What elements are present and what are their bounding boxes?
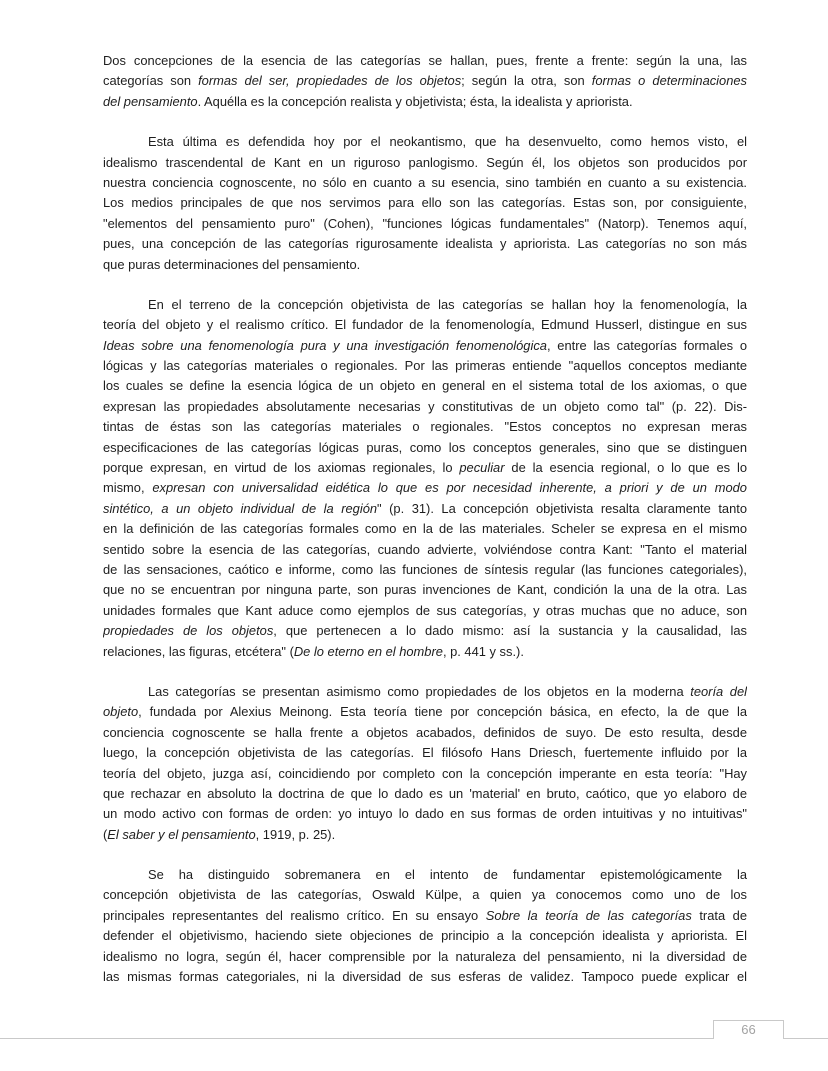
italic-text-segment: formas o determinaciones — [591, 73, 747, 89]
text-line — [103, 478, 747, 498]
text-line — [103, 743, 747, 763]
paragraph — [103, 682, 747, 845]
italic-text-segment: expresan con universalidad eidética lo que es por necesidad inherente, a priori y de un modo — [152, 480, 747, 496]
italic-text-segment: Sobre la teoría de las categorías — [485, 907, 692, 923]
text-segment: idealismo trascendental de Kant en un riguroso panlogismo. Según él, los objetos son producidos por — [103, 154, 747, 170]
text-segment: categorías son — [103, 73, 199, 89]
text-line — [103, 804, 747, 824]
text-segment: expresan las propiedades absolutamente necesarias y constitutivas de un objeto como tal" (p. 22). Dis- — [103, 398, 747, 414]
text-segment: , p. 441 y ss.). — [442, 643, 524, 659]
text-line — [103, 193, 747, 213]
footer-divider — [0, 1038, 828, 1039]
text-line — [103, 642, 747, 662]
text-segment: , entre las categorías formales o — [546, 337, 747, 353]
text-segment: lógicas y las categorías materiales o regionales. Por las primeras entiende "aquellos conceptos mediante — [103, 358, 747, 374]
text-segment: sentido sobre la esencia de las categorías, cuando advierte, volviéndose contra Kant: "Tanto el material — [103, 541, 747, 557]
text-segment: los cuales se define la esencia lógica de un objeto en general en el sistema total de los axiomas, o que — [103, 378, 747, 394]
text-line — [103, 458, 747, 478]
text-line — [103, 376, 747, 396]
text-segment: luego, la concepción objetivista de las categorías. El filósofo Hans Driesch, fuertemente influido por la — [103, 745, 747, 761]
text-segment: pues, una concepción de las categorías rigurosamente idealista y apriorista. Las categorías no son más — [103, 236, 747, 252]
text-line — [103, 356, 747, 376]
text-segment: , 1919, p. 25). — [255, 826, 336, 842]
text-line — [103, 315, 747, 335]
italic-text-segment: Ideas sobre una fenomenología pura y una investigación fenomenológica — [103, 337, 547, 353]
text-line — [103, 173, 747, 193]
text-line — [103, 621, 747, 641]
text-segment: unidades formales que Kant aduce como ejemplos de sus categorías, y otras muchas que no aduce, son — [103, 602, 747, 618]
text-segment: trata de — [691, 907, 747, 923]
text-line — [103, 926, 747, 946]
text-segment: "elementos del pensamiento puro" (Cohen), "funciones lógicas fundamentales" (Natorp). Tenemos aquí, — [103, 215, 747, 231]
italic-text-segment: peculiar — [459, 460, 505, 476]
text-line — [103, 234, 747, 254]
text-segment: Se ha distinguido sobremanera en el intento de fundamentar epistemológicamente la — [148, 867, 747, 883]
text-line — [103, 397, 747, 417]
text-segment: teoría del objeto, juzga así, coincidiendo por completo con la concepción imperante en esta teoría: "Hay — [103, 765, 747, 781]
text-line — [103, 540, 747, 560]
paragraph — [103, 132, 747, 275]
text-line — [103, 947, 747, 967]
italic-text-segment: teoría del — [690, 683, 747, 699]
text-segment: especificaciones de las categorías lógicas puras, como los conceptos generales, sino que se distinguen — [103, 439, 747, 455]
italic-text-segment: del pensamiento — [103, 93, 198, 109]
text-segment: que no se encuentran por ninguna parte, son puras invenciones de Kant, condición la una de la otra. Las — [103, 582, 747, 598]
text-line — [103, 499, 747, 519]
text-segment: ( — [103, 826, 108, 842]
text-segment: que puras determinaciones del pensamiento. — [103, 256, 361, 272]
italic-text-segment: formas del ser, propiedades de los objetos — [198, 73, 462, 89]
text-line — [103, 825, 747, 845]
italic-text-segment: sintético, a un objeto individual de la región — [103, 500, 378, 516]
text-segment: tintas de éstas son las categorías materiales o regionales. "Estos conceptos no expresan meras — [103, 419, 747, 435]
text-line — [103, 519, 747, 539]
italic-text-segment: De lo eterno en el hombre — [293, 643, 443, 659]
page-number: 66 — [741, 1022, 756, 1037]
text-segment: . Aquélla es la concepción realista y objetivista; ésta, la idealista y apriorista. — [197, 93, 633, 109]
text-segment: de las sensaciones, caótico e informe, como las funciones de síntesis regular (las funciones categoriales), — [103, 561, 747, 577]
text-segment: de la esencia regional, o lo que es lo — [504, 460, 747, 476]
text-segment: nuestra conciencia cognoscente, no sólo en cuanto a su esencia, sino también en cuanto a su existencia. — [103, 174, 747, 190]
text-line — [103, 560, 747, 580]
text-line — [103, 92, 747, 112]
text-line — [103, 71, 747, 91]
text-line — [103, 417, 747, 437]
paragraph — [103, 51, 747, 112]
italic-text-segment: propiedades de los objetos — [103, 623, 274, 639]
text-line — [103, 438, 747, 458]
text-segment: relaciones, las figuras, etcétera" ( — [103, 643, 294, 659]
text-segment: Los medios principales de que nos servimos para ello son las categorías. Estas son, por consiguiente, — [103, 195, 747, 211]
text-segment: ; según la otra, son — [461, 73, 592, 89]
text-line — [103, 723, 747, 743]
text-segment: , fundada por Alexius Meinong. Esta teoría tiene por concepción básica, en efecto, la de que la — [138, 704, 747, 720]
text-line — [103, 784, 747, 804]
text-line — [103, 906, 747, 926]
text-line — [103, 885, 747, 905]
text-line — [103, 295, 747, 315]
text-segment: mismo, — [103, 480, 153, 496]
text-segment: porque expresan, en virtud de los axiomas regionales, lo — [103, 460, 460, 476]
text-line — [103, 682, 747, 702]
text-line — [103, 967, 747, 987]
text-line — [103, 214, 747, 234]
text-line — [103, 51, 747, 71]
italic-text-segment: El saber y el pensamiento — [107, 826, 256, 842]
text-segment: concepción objetivista de las categorías, Oswald Külpe, a quien ya conocemos como uno de los — [103, 887, 747, 903]
text-segment: en la definición de las categorías formales como en la de las materiales. Scheler se expresa en el mismo — [103, 521, 747, 537]
text-line — [103, 580, 747, 600]
text-line — [103, 865, 747, 885]
paragraph — [103, 295, 747, 662]
page-number-badge — [713, 1020, 784, 1039]
text-segment: un modo activo con formas de orden: yo intuyo lo dado en sus formas de orden intuitivas y no intuitivas" — [103, 806, 747, 822]
text-segment: , que pertenecen a lo dado mismo: así la sustancia y la causalidad, las — [273, 623, 747, 639]
text-segment: principales representantes del realismo crítico. En su ensayo — [103, 907, 486, 923]
text-segment: teoría del objeto y el realismo crítico. El fundador de la fenomenología, Edmund Husserl, distingue en sus — [103, 317, 747, 333]
text-segment: que rechazar en absoluto la doctrina de que lo dado es un 'material' en bruto, caótico, que yo elaboro de — [103, 785, 747, 801]
text-segment: idealismo no logra, según él, hacer comprensible por la naturaleza del pensamiento, ni la diversidad de — [103, 948, 747, 964]
text-segment: " (p. 31). La concepción objetivista resalta claramente tanto — [377, 500, 747, 516]
text-segment: En el terreno de la concepción objetivista de las categorías se hallan hoy la fenomenología, la — [148, 296, 747, 312]
text-line — [103, 336, 747, 356]
text-segment: Dos concepciones de la esencia de las categorías se hallan, pues, frente a frente: según la una, las — [103, 53, 747, 68]
text-line — [103, 764, 747, 784]
text-line — [103, 702, 747, 722]
text-line — [103, 132, 747, 152]
text-segment: defender el objetivismo, haciendo siete objeciones de principio a la concepción idealista y apriorista. El — [103, 928, 747, 944]
italic-text-segment: objeto — [103, 704, 139, 720]
text-segment: conciencia cognoscente se halla frente a objetos acabados, definidos de suyo. De esto resulta, desde — [103, 724, 747, 740]
text-segment: las mismas formas categoriales, ni la diversidad de sus esferas de validez. Tampoco puede explicar el — [103, 969, 747, 985]
document-page-text — [103, 51, 747, 1007]
text-segment: Las categorías se presentan asimismo como propiedades de los objetos en la moderna — [148, 683, 691, 699]
paragraph — [103, 865, 747, 987]
text-segment: Esta última es defendida hoy por el neokantismo, que ha desenvuelto, como hemos visto, el — [148, 134, 747, 150]
text-line — [103, 601, 747, 621]
text-line — [103, 255, 747, 275]
text-line — [103, 153, 747, 173]
